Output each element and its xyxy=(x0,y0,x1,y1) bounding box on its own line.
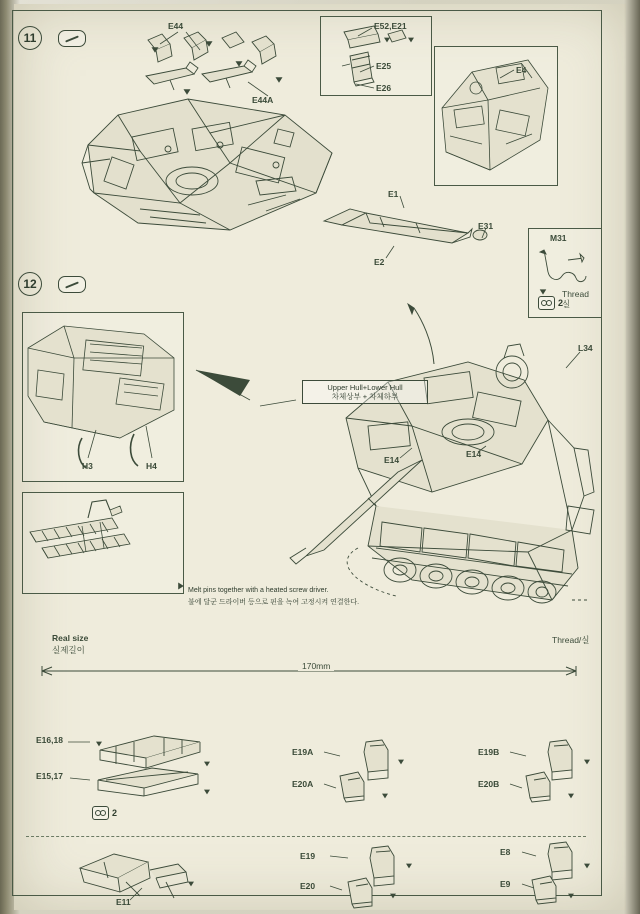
part-label-e31: E31 xyxy=(478,221,494,231)
thread-label-right: Thread/실 xyxy=(552,635,590,645)
part-label-e15-17: E15,17 xyxy=(36,771,63,781)
part-label-m31: M31 xyxy=(550,233,567,243)
part-label-e26: E26 xyxy=(376,83,392,93)
part-label-e11: E11 xyxy=(116,897,131,907)
part-label-e14-left: E14 xyxy=(384,455,400,465)
part-label-e9: E9 xyxy=(500,879,511,889)
quantity-value: 2 xyxy=(112,808,118,818)
part-label-e1: E1 xyxy=(388,189,399,199)
part-label-e25: E25 xyxy=(376,61,392,71)
part-label-e20a: E20A xyxy=(292,779,314,789)
callout-line-en: Upper Hull+Lower Hull xyxy=(327,383,403,392)
callout-line-kr: 차체상부 + 차체하부 xyxy=(331,392,399,401)
melt-pins-note-en: Melt pins together with a heated screw driver. xyxy=(188,587,329,594)
step-number-11: 11 xyxy=(18,26,42,50)
part-label-e14-right: E14 xyxy=(466,449,482,459)
part-label-e44a: E44A xyxy=(252,95,274,105)
ruler-title-kr: 실제길이 xyxy=(52,645,85,655)
part-label-h4: H4 xyxy=(146,461,157,471)
part-label-l34: L34 xyxy=(578,343,593,353)
part-label-e16-18: E16,18 xyxy=(36,735,63,745)
part-label-e8: E8 xyxy=(500,847,511,857)
part-label-e19: E19 xyxy=(300,851,316,861)
ruler-measure-label: 170mm xyxy=(298,662,334,671)
melt-pins-note-kr: 불에 달군 드라이버 등으로 핀을 녹여 고정시켜 연결한다. xyxy=(188,599,360,606)
step-number-12: 12 xyxy=(18,272,42,296)
part-label-e19b: E19B xyxy=(478,747,500,757)
quantity-value: 2 xyxy=(558,298,564,308)
part-label-e44: E44 xyxy=(168,21,184,31)
part-label-h3: H3 xyxy=(82,461,93,471)
part-label-e52-e21: E52,E21 xyxy=(374,21,407,31)
thread-label-kr: 실 xyxy=(562,299,571,309)
thread-label-en: Thread xyxy=(562,289,589,299)
ruler-title-en: Real size xyxy=(52,633,89,643)
part-label-e2: E2 xyxy=(374,257,385,267)
part-label-e19a: E19A xyxy=(292,747,314,757)
part-label-e20: E20 xyxy=(300,881,316,891)
part-label-e4: E4 xyxy=(516,65,527,75)
part-label-e20b: E20B xyxy=(478,779,500,789)
